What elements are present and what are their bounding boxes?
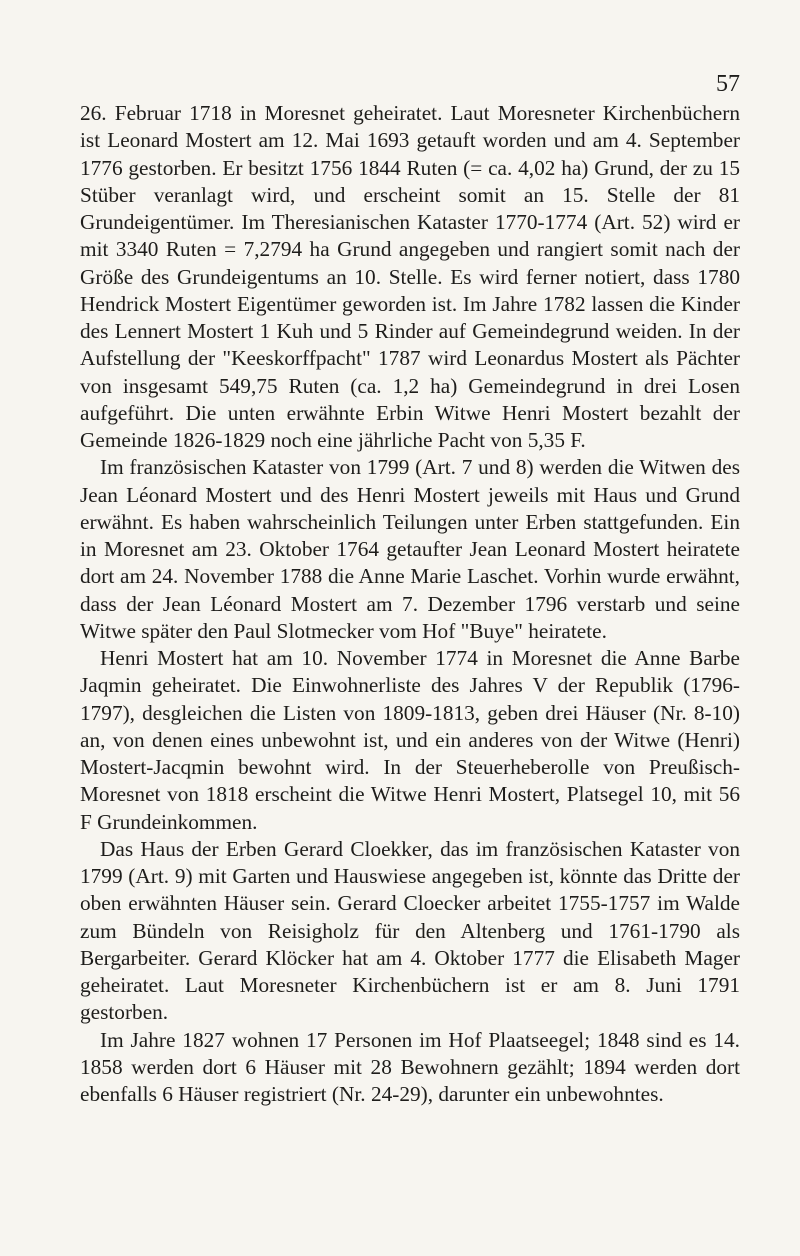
paragraph-population: Im Jahre 1827 wohnen 17 Personen im Hof Plaatseegel; 1848 sind es 14. 1858 werden dort 6 Häuser mit 28 Bewohnern gezählt; 1894 werden dort ebenfalls 6 Häuser registriert (Nr. 24-29), darunter ein unbewohntes. bbox=[80, 1027, 740, 1106]
paragraph-gerard-cloekker: Das Haus der Erben Gerard Cloekker, das im französischen Kataster von 1799 (Art. 9) mit Garten und Hauswiese angegeben ist, könnte das Dritte der oben erwähnten Häuser sein. Gerard Cloecker arbeitet 1755-1757 im Walde zum Bündeln von Reisigholz für den Altenberg und 1761-1790 als Bergarbeiter. Gerard Klöcker hat am 4. Oktober 1777 die Elisabeth Mager geheiratet. Laut Moresneter Kirchenbüchern ist er am 8. Juni 1791 gestorben. bbox=[80, 836, 740, 1025]
paragraph-continuation: 26. Februar 1718 in Moresnet geheiratet. Laut Moresneter Kirchenbüchern ist Leonard Mostert am 12. Mai 1693 getauft worden und am 4. September 1776 gestorben. Er besitzt 1756 1844 Ruten (= ca. 4,02 ha) Grund, der zu 15 Stüber veranlagt wird, und erscheint somit an 15. Stelle der 81 Grundeigentümer. Im Theresianischen Kataster 1770-1774 (Art. 52) wird er mit 3340 Ruten = 7,2794 ha Grund angegeben und rangiert somit nach der Größe des Grundeigentums an 10. Stelle. Es wird ferner notiert, dass 1780 Hendrick Mostert Eigentümer geworden ist. Im Jahre 1782 lassen die Kinder des Lennert Mostert 1 Kuh und 5 Rinder auf Gemeindegrund weiden. In der Aufstellung der "Keeskorffpacht" 1787 wird Leonardus Mostert als Pächter von insgesamt 549,75 Ruten (ca. 1,2 ha) Gemeindegrund in drei Losen aufgeführt. Die unten erwähnte Erbin Witwe Henri Mostert bezahlt der Gemeinde 1826-1829 noch eine jährliche Pacht von 5,35 F. bbox=[80, 101, 740, 452]
body-text bbox=[80, 100, 740, 1108]
paragraph-french-cadastre: Im französischen Kataster von 1799 (Art. 7 und 8) werden die Witwen des Jean Léonard Mostert und des Henri Mostert jeweils mit Haus und Grund erwähnt. Es haben wahrscheinlich Teilungen unter Erben stattgefunden. Ein in Moresnet am 23. Oktober 1764 getaufter Jean Leonard Mostert heiratete dort am 24. November 1788 die Anne Marie Laschet. Vorhin wurde erwähnt, dass der Jean Léonard Mostert am 7. Dezember 1796 verstarb und seine Witwe später den Paul Slotmecker vom Hof "Buye" heiratete. bbox=[80, 455, 740, 643]
page-number: 57 bbox=[716, 71, 740, 97]
paragraph-henri-mostert: Henri Mostert hat am 10. November 1774 in Moresnet die Anne Barbe Jaqmin geheiratet. Die Einwohnerliste des Jahres V der Republik (1796-1797), desgleichen die Listen von 1809-1813, geben drei Häuser (Nr. 8-10) an, von denen eines unbewohnt ist, und ein anderes von der Witwe (Henri) Mostert-Jacqmin bewohnt wird. In der Steuerheberolle von Preußisch-Moresnet von 1818 erscheint die Witwe Henri Mostert, Platsegel 10, mit 56 F Grundeinkommen. bbox=[80, 646, 740, 834]
